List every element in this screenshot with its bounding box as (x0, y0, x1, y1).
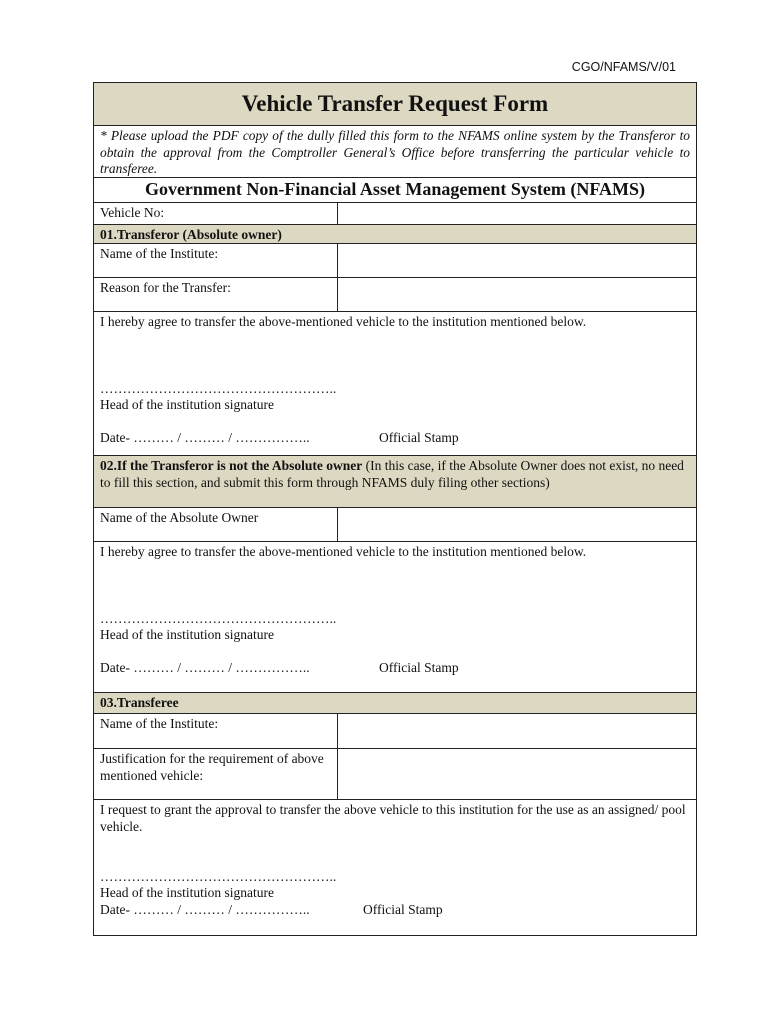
transferee-official-stamp: Official Stamp (363, 902, 443, 917)
vehicle-no-field[interactable] (338, 203, 696, 224)
transferee-signature-line[interactable]: …………………………………………….. (100, 869, 337, 884)
section1-heading-text: 01.Transferor (Absolute owner) (100, 227, 282, 242)
owner-date-field[interactable]: Date- ……… / ……… / …………….. (100, 660, 310, 675)
transferee-institute-label: Name of the Institute: (94, 714, 338, 748)
transferor-date-field[interactable]: Date- ……… / ……… / …………….. (100, 430, 310, 445)
transferor-signature-label: Head of the institution signature (100, 397, 274, 412)
transferee-signature-label: Head of the institution signature (100, 885, 274, 900)
vehicle-no-label: Vehicle No: (94, 203, 338, 224)
transferor-institute-field[interactable] (338, 244, 696, 277)
owner-agreement-block (94, 542, 696, 693)
transferee-institute-row (94, 714, 696, 749)
upload-note: * Please upload the PDF copy of the dully filled this form to the NFAMS online system by the Transferor to obtain the approval from the Comptroller General’s Office before transferring the particular vehicle to transferee. (94, 126, 696, 178)
absolute-owner-row (94, 508, 696, 542)
justification-label: Justification for the requirement of above mentioned vehicle: (94, 749, 338, 799)
owner-agreement-text: I hereby agree to transfer the above-mentioned vehicle to the institution mentioned below. (100, 544, 587, 559)
section3-heading (94, 693, 696, 714)
transfer-reason-label: Reason for the Transfer: (94, 278, 338, 311)
transferor-agreement-block (94, 312, 696, 456)
section1-heading (94, 225, 696, 244)
transferor-official-stamp: Official Stamp (379, 430, 459, 445)
justification-row (94, 749, 696, 800)
justification-field[interactable] (338, 749, 696, 799)
transferor-institute-row (94, 244, 696, 278)
owner-official-stamp: Official Stamp (379, 660, 459, 675)
owner-signature-label: Head of the institution signature (100, 627, 274, 642)
transfer-reason-field[interactable] (338, 278, 696, 311)
vehicle-transfer-form (93, 82, 697, 936)
transferee-institute-field[interactable] (338, 714, 696, 748)
absolute-owner-label: Name of the Absolute Owner (94, 508, 338, 541)
document-code: CGO/NFAMS/V/01 (571, 60, 676, 74)
transferee-request-block (94, 800, 696, 935)
section2-heading-bold: 02.If the Transferor is not the Absolute owner (100, 458, 363, 473)
section2-heading (94, 456, 696, 508)
transfer-reason-row (94, 278, 696, 312)
section3-heading-text: 03.Transferee (100, 695, 179, 710)
owner-signature-line[interactable]: …………………………………………….. (100, 611, 337, 626)
transferee-date-field[interactable]: Date- ……… / ……… / …………….. (100, 902, 310, 917)
transferor-signature-line[interactable]: …………………………………………….. (100, 381, 337, 396)
transferor-agreement-text: I hereby agree to transfer the above-mentioned vehicle to the institution mentioned below. (100, 314, 587, 329)
absolute-owner-field[interactable] (338, 508, 696, 541)
system-name: Government Non-Financial Asset Management System (NFAMS) (94, 178, 696, 203)
transferee-request-text: I request to grant the approval to transfer the above vehicle to this institution for the use as an assigned/ pool vehicle. (100, 802, 686, 834)
vehicle-no-row (94, 203, 696, 225)
transferor-institute-label: Name of the Institute: (94, 244, 338, 277)
section2-heading-note: (In this case, if the Absolute Owner does not exist, no need to fill this section, and submit this form through NFAMS duly filing other sections) (100, 458, 684, 490)
form-title: Vehicle Transfer Request Form (94, 83, 696, 126)
